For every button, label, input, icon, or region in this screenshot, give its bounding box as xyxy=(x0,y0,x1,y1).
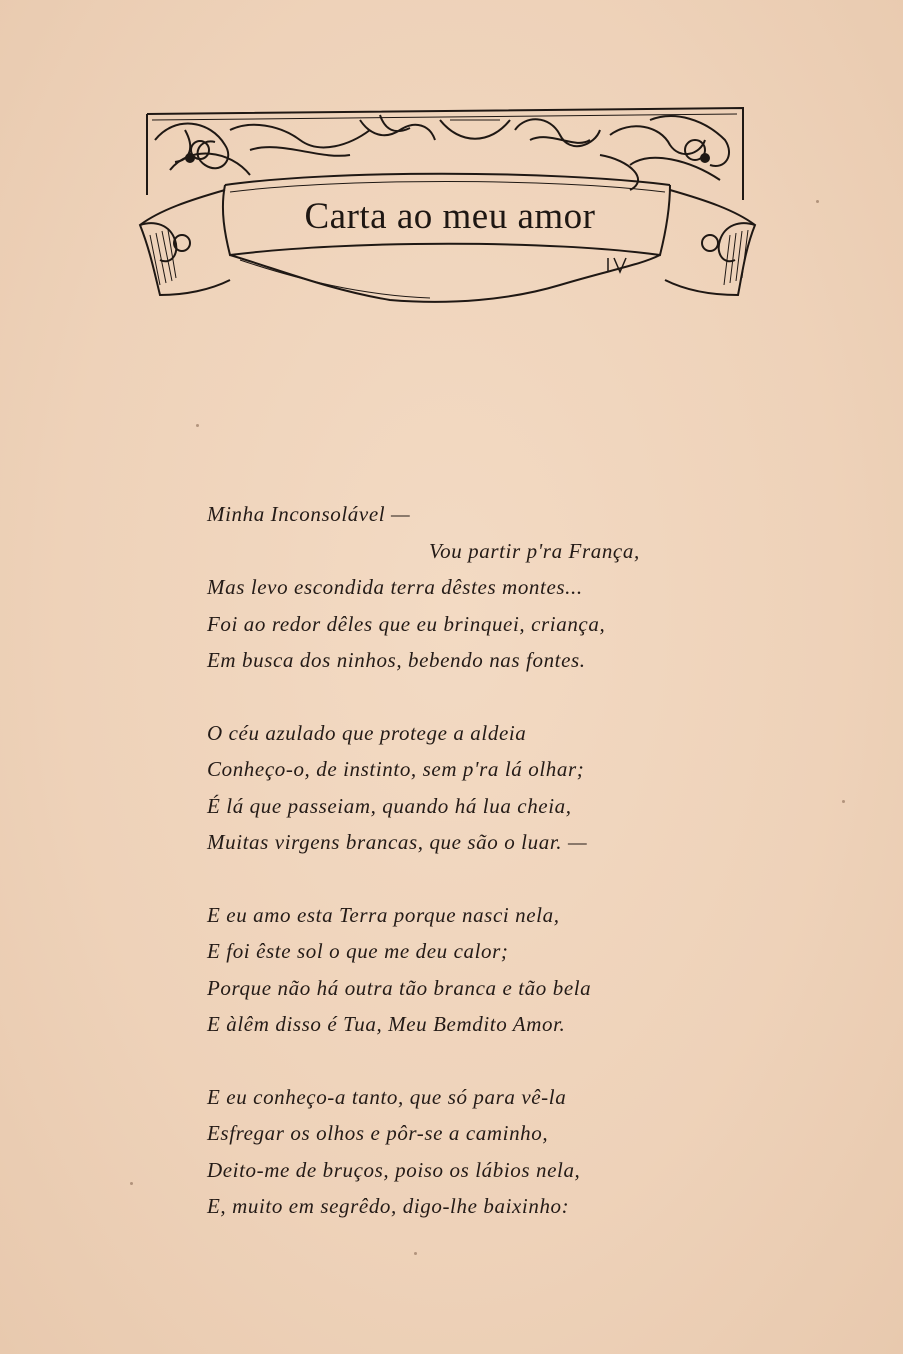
poem-line: Em busca dos ninhos, bebendo nas fontes. xyxy=(207,648,586,672)
poem xyxy=(207,496,707,1225)
paper-speck xyxy=(414,1252,417,1255)
poem-line: Conheço-o, de instinto, sem p'ra lá olhar; xyxy=(207,757,585,781)
stanza-gap xyxy=(207,679,707,715)
paper-speck xyxy=(130,1182,133,1185)
poem-line: Porque não há outra tão branca e tão bela xyxy=(207,975,592,1000)
poem-line: Deito-me de bruços, poiso os lábios nela, xyxy=(207,1157,581,1182)
poem-line: E foi êste sol o que me deu calor; xyxy=(207,939,509,963)
paper-speck xyxy=(196,424,199,427)
poem-salutation: Minha Inconsolável — xyxy=(207,502,411,526)
page-title: Carta ao meu amor xyxy=(304,196,596,237)
paper-speck xyxy=(842,800,845,803)
stanza-gap xyxy=(207,1043,707,1079)
stanza-gap xyxy=(207,861,707,897)
poem-line: Esfregar os olhos e pôr-se a caminho, xyxy=(207,1121,549,1145)
poem-line: E àlêm disso é Tua, Meu Bemdito Amor. xyxy=(207,1012,566,1036)
poem-line: E, muito em segrêdo, digo-lhe baixinho: xyxy=(207,1194,570,1218)
poem-line: O céu azulado que protege a aldeia xyxy=(207,720,527,745)
poem-line: Muitas virgens brancas, que são o luar. — xyxy=(207,830,588,854)
poem-line: Foi ao redor dêles que eu brinquei, criança, xyxy=(207,611,606,636)
poem-line: E eu conheço-a tanto, que só para vê-la xyxy=(207,1084,567,1109)
poem-line: É lá que passeiam, quando há lua cheia, xyxy=(207,793,572,818)
poem-line: E eu amo esta Terra porque nasci nela, xyxy=(207,902,560,927)
poem-line: Mas levo escondida terra dêstes montes... xyxy=(207,575,583,599)
poem-line: Vou partir p'ra França, xyxy=(429,538,640,563)
paper-speck xyxy=(816,200,819,203)
